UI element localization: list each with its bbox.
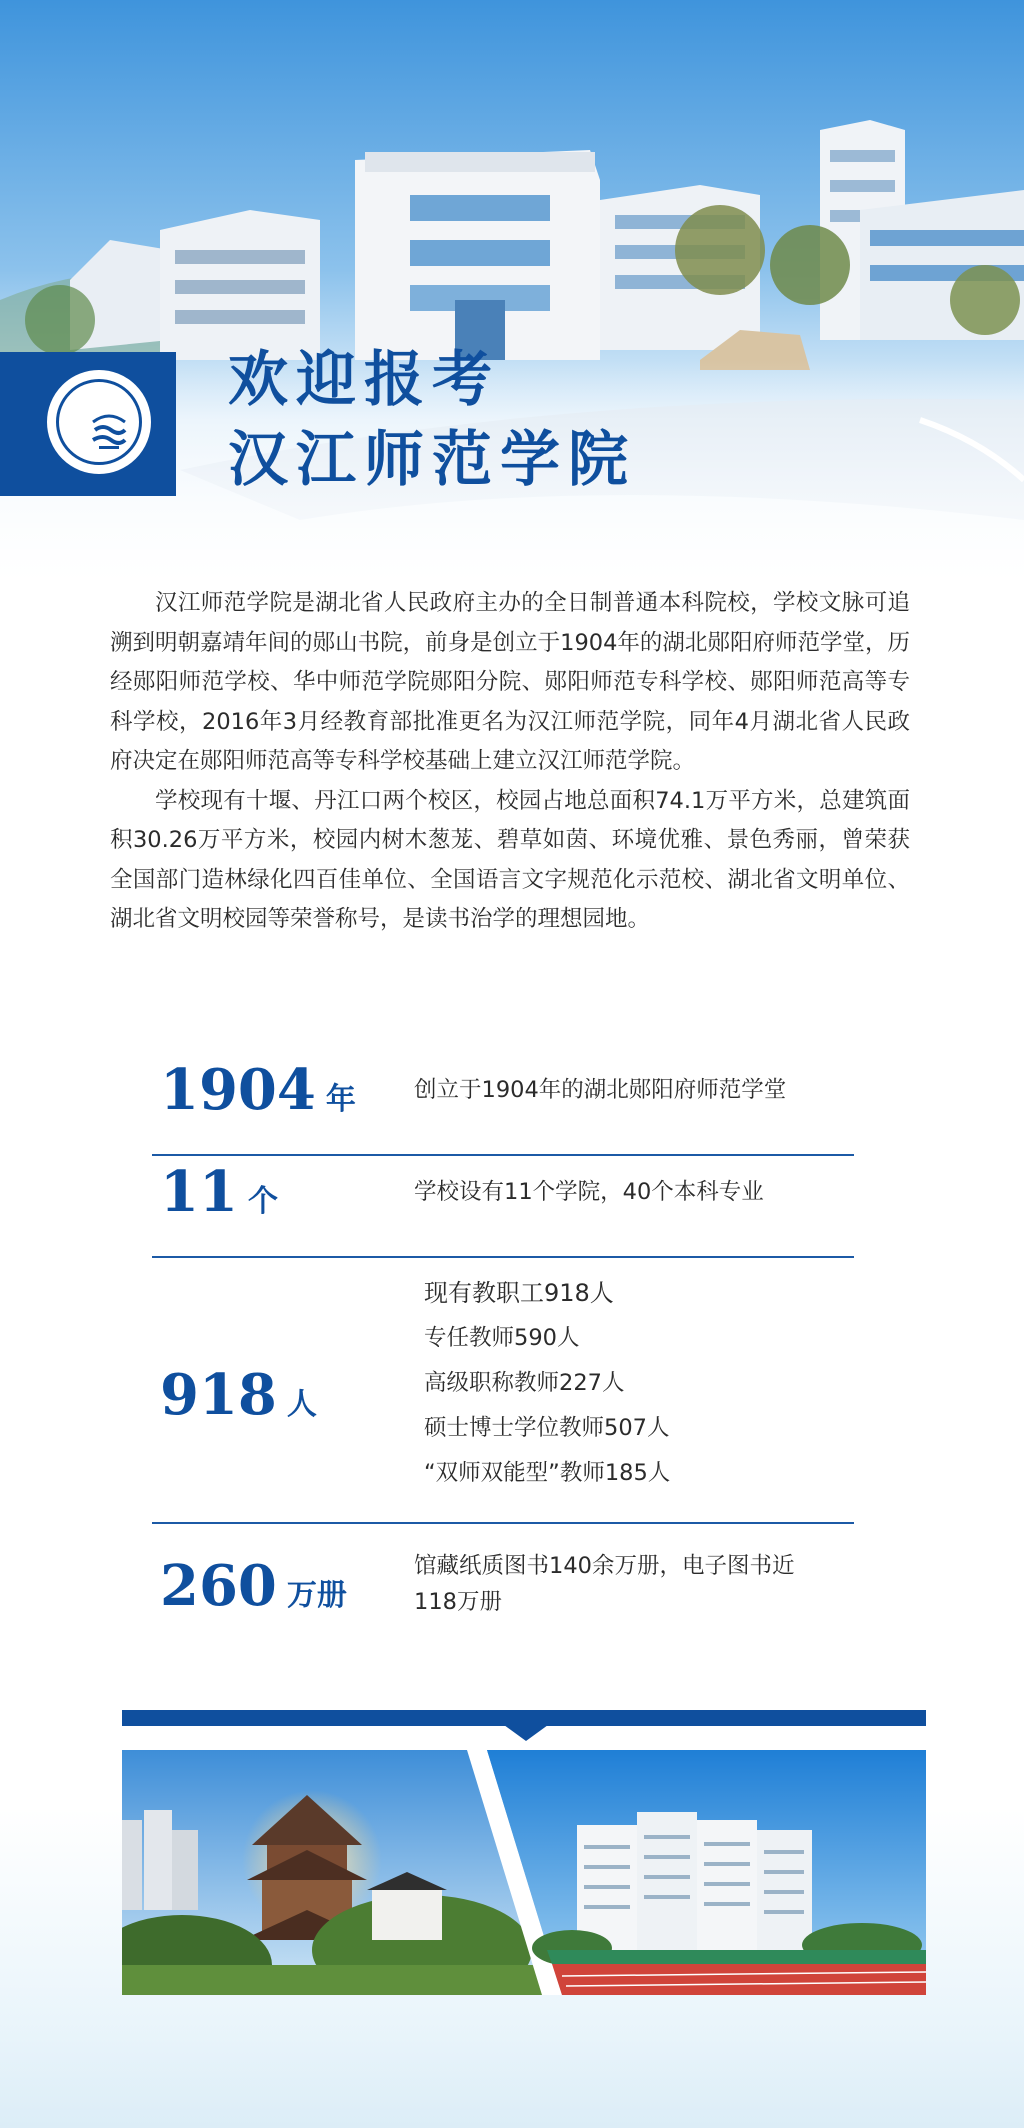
stat-unit: 个 (247, 1184, 278, 1219)
seal-emblem-icon (85, 408, 133, 456)
intro-paragraph: 学校现有十堰、丹江口两个校区，校园占地总面积74.1万平方米，总建筑面积30.26万平方米，校园内树木葱茏、碧草如茵、环境优雅、景色秀丽，曾荣获全国部门造林绿化四百佳单位、全国语言文字规范化示范校、湖北省文明单位、湖北省文明校园等荣誉称号，是读书治学的理想园地。 (110, 787, 910, 932)
divider (152, 1522, 854, 1524)
staff-detail-item: 高级职称教师227人 (424, 1370, 625, 1396)
campus-hero-image (0, 0, 1024, 600)
page-title (228, 340, 636, 500)
campus-photo-collage (122, 1750, 926, 1995)
stat-unit: 万册 (286, 1578, 347, 1613)
stat-description: 创立于1904年的湖北郧阳府师范学堂 (414, 1077, 787, 1103)
stat-number: 11 个 (160, 1159, 278, 1225)
stat-unit: 年 (325, 1082, 356, 1117)
staff-detail-item: 专任教师590人 (424, 1325, 580, 1351)
stat-description: 学校设有11个学院，40个本科专业 (414, 1179, 764, 1205)
intro-text (110, 584, 910, 940)
divider (152, 1154, 854, 1156)
university-logo (47, 370, 151, 474)
logo-panel (0, 352, 176, 496)
staff-detail-item: 现有教职工918人 (424, 1279, 614, 1307)
banner-bar (122, 1710, 926, 1726)
title-line-1: 欢迎报考 (228, 345, 500, 415)
stat-description-line: 馆藏纸质图书140余万册，电子图书近 (414, 1553, 795, 1579)
stat-unit: 人 (286, 1387, 317, 1422)
stat-number: 1904 年 (160, 1057, 356, 1123)
staff-detail-item: 硕士博士学位教师507人 (424, 1415, 670, 1441)
stat-description (414, 1548, 794, 1620)
intro-paragraph: 汉江师范学院是湖北省人民政府主办的全日制普通本科院校，学校文脉可追溯到明朝嘉靖年间的郧山书院，前身是创立于1904年的湖北郧阳府师范学堂，历经郧阳师范学校、华中师范学院郧阳分院、郧阳师范专科学校、郧阳师范高等专科学校，2016年3月经教育部批准更名为汉江师范学院，同年4月湖北省人民政府决定在郧阳师范高等专科学校基础上建立汉江师范学院。 (110, 590, 910, 774)
stat-number: 260 万册 (160, 1553, 347, 1619)
title-line-2: 汉江师范学院 (228, 425, 636, 495)
banner-arrow-icon (504, 1725, 548, 1741)
staff-detail-item: “双师双能型”教师185人 (424, 1460, 671, 1486)
divider (152, 1256, 854, 1258)
stat-number: 918 人 (160, 1362, 317, 1428)
stat-description-line: 118万册 (414, 1589, 502, 1615)
staff-detail-list (424, 1271, 670, 1496)
